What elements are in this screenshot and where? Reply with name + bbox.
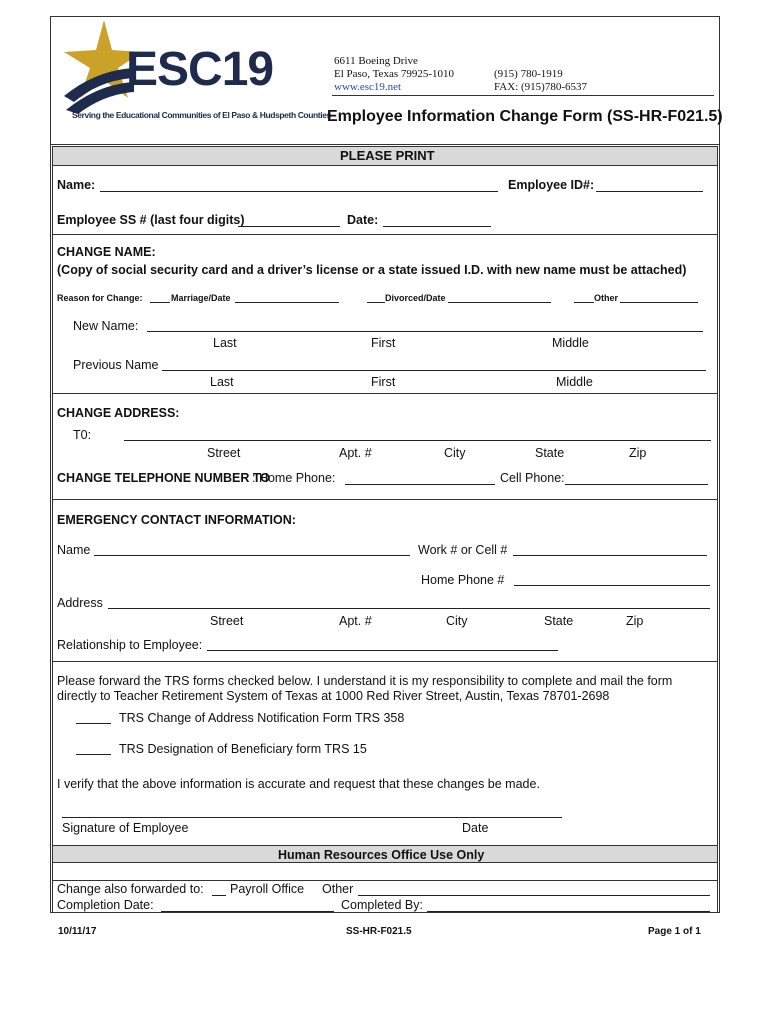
address-line2: El Paso, Texas 79925-1010 <box>334 68 455 80</box>
trs-option2-check[interactable] <box>76 754 111 755</box>
verify-statement: I verify that the above information is accurate and request that these changes be made. <box>57 777 540 791</box>
fax-number: FAX: (915)780-6537 <box>494 81 587 93</box>
signature-date-caption: Date <box>462 821 489 835</box>
section-divider <box>52 661 718 662</box>
trs-intro-line2: directly to Teacher Retirement System of Texas at 1000 Red River Street, Austin, Texas 78701-2698 <box>57 689 610 703</box>
address-to-label: T0: <box>73 428 92 442</box>
emergency-zip-caption: Zip <box>626 614 644 628</box>
address-zip-caption: Zip <box>629 446 647 460</box>
emergency-apt-caption: Apt. # <box>339 614 372 628</box>
emergency-heading: EMERGENCY CONTACT INFORMATION: <box>57 513 296 527</box>
section-divider <box>52 234 718 235</box>
reason-marriage-check[interactable] <box>150 302 170 303</box>
signature-field[interactable] <box>62 817 562 818</box>
completion-date-field[interactable] <box>161 911 334 912</box>
change-name-note: (Copy of social security card and a driver’s license or a state issued I.D. with new name must be attached) <box>57 263 687 277</box>
emergency-name-field[interactable] <box>94 555 410 556</box>
other-field[interactable] <box>358 895 710 896</box>
section-divider <box>52 499 718 500</box>
cell-phone-field[interactable] <box>565 484 708 485</box>
emergency-city-caption: City <box>446 614 468 628</box>
emergency-address-field[interactable] <box>108 608 710 609</box>
form-title: Employee Information Change Form (SS-HR-F021.5) <box>327 108 723 125</box>
emergency-address-label: Address <box>57 596 103 610</box>
completed-by-label: Completed By: <box>341 898 423 912</box>
reason-divorced-date-field[interactable] <box>448 302 551 303</box>
new-name-first-caption: First <box>371 336 396 350</box>
section-divider <box>52 393 718 394</box>
reason-marriage-date-field[interactable] <box>235 302 339 303</box>
employee-id-label: Employee ID#: <box>508 178 595 192</box>
esc19-logo <box>56 18 331 126</box>
emergency-home-phone-field[interactable] <box>514 585 710 586</box>
reason-other-check[interactable] <box>574 302 594 303</box>
signature-caption: Signature of Employee <box>62 821 189 835</box>
section-divider <box>52 880 718 881</box>
previous-name-last-caption: Last <box>210 375 234 389</box>
reason-divorced-label: Divorced/Date <box>385 293 446 303</box>
name-label: Name: <box>57 178 96 192</box>
section-right-border <box>717 166 718 912</box>
trs-option1-check[interactable] <box>76 723 111 724</box>
emergency-home-phone-label: Home Phone # <box>421 573 505 587</box>
change-address-heading: CHANGE ADDRESS: <box>57 406 180 420</box>
address-street-caption: Street <box>207 446 241 460</box>
ss-field[interactable] <box>238 226 340 227</box>
address-apt-caption: Apt. # <box>339 446 372 460</box>
payroll-check[interactable] <box>212 895 226 896</box>
trs-option2-label: TRS Designation of Beneficiary form TRS 15 <box>119 742 367 756</box>
completed-by-field[interactable] <box>427 911 710 912</box>
forwarded-label: Change also forwarded to: <box>57 882 204 896</box>
header-divider <box>50 144 720 145</box>
name-field[interactable] <box>100 191 498 192</box>
new-name-field[interactable] <box>147 331 703 332</box>
reason-marriage-label: Marriage/Date <box>171 293 231 303</box>
address-rule <box>332 95 714 96</box>
reason-divorced-check[interactable] <box>367 302 385 303</box>
home-phone-field[interactable] <box>345 484 495 485</box>
previous-name-middle-caption: Middle <box>556 375 593 389</box>
previous-name-field[interactable] <box>162 370 706 371</box>
employee-id-field[interactable] <box>596 191 703 192</box>
footer-date: 10/11/17 <box>58 926 97 937</box>
change-phone-heading: CHANGE TELEPHONE NUMBER TO <box>57 471 270 485</box>
address-to-field[interactable] <box>124 440 711 441</box>
hr-office-heading: Human Resources Office Use Only <box>278 848 485 862</box>
please-print-label: PLEASE PRINT <box>340 148 435 163</box>
cell-phone-label: Cell Phone: <box>500 471 565 485</box>
emergency-state-caption: State <box>544 614 574 628</box>
work-cell-label: Work # or Cell # <box>418 543 508 557</box>
date-label: Date: <box>347 213 379 227</box>
address-line1: 6611 Boeing Drive <box>334 55 418 67</box>
home-phone-label: : Home Phone: <box>252 471 336 485</box>
other-label: Other <box>322 882 354 896</box>
trs-option1-label: TRS Change of Address Notification Form TRS 358 <box>119 711 405 725</box>
section-left-border <box>52 166 53 912</box>
relationship-label: Relationship to Employee: <box>57 638 203 652</box>
payroll-label: Payroll Office <box>230 882 305 896</box>
footer-page: Page 1 of 1 <box>648 926 701 937</box>
ss-label: Employee SS # (last four digits) <box>57 213 245 227</box>
emergency-street-caption: Street <box>210 614 244 628</box>
logo-tagline: Serving the Educational Communities of El Paso & Hudspeth Counties <box>72 110 331 120</box>
reason-label: Reason for Change: <box>57 293 143 303</box>
website-link-text[interactable]: www.esc19.net <box>334 81 402 93</box>
previous-name-label: Previous Name <box>73 358 159 372</box>
relationship-field[interactable] <box>207 650 558 651</box>
footer-form-code: SS-HR-F021.5 <box>346 926 412 937</box>
new-name-last-caption: Last <box>213 336 237 350</box>
work-cell-field[interactable] <box>513 555 707 556</box>
reason-other-field[interactable] <box>620 302 698 303</box>
address-state-caption: State <box>535 446 565 460</box>
change-name-heading: CHANGE NAME: <box>57 245 156 259</box>
website-link[interactable] <box>334 81 401 94</box>
reason-other-label: Other <box>594 293 619 303</box>
trs-intro-line1: Please forward the TRS forms checked below. I understand it is my responsibility to complete and mail the form <box>57 674 673 688</box>
phone-number: (915) 780-1919 <box>494 68 563 80</box>
previous-name-first-caption: First <box>371 375 396 389</box>
logo-wordmark: ESC19 <box>126 43 274 96</box>
completion-date-label: Completion Date: <box>57 898 154 912</box>
emergency-name-label: Name <box>57 543 91 557</box>
date-field[interactable] <box>383 226 491 227</box>
new-name-label: New Name: <box>73 319 139 333</box>
new-name-middle-caption: Middle <box>552 336 589 350</box>
address-city-caption: City <box>444 446 466 460</box>
